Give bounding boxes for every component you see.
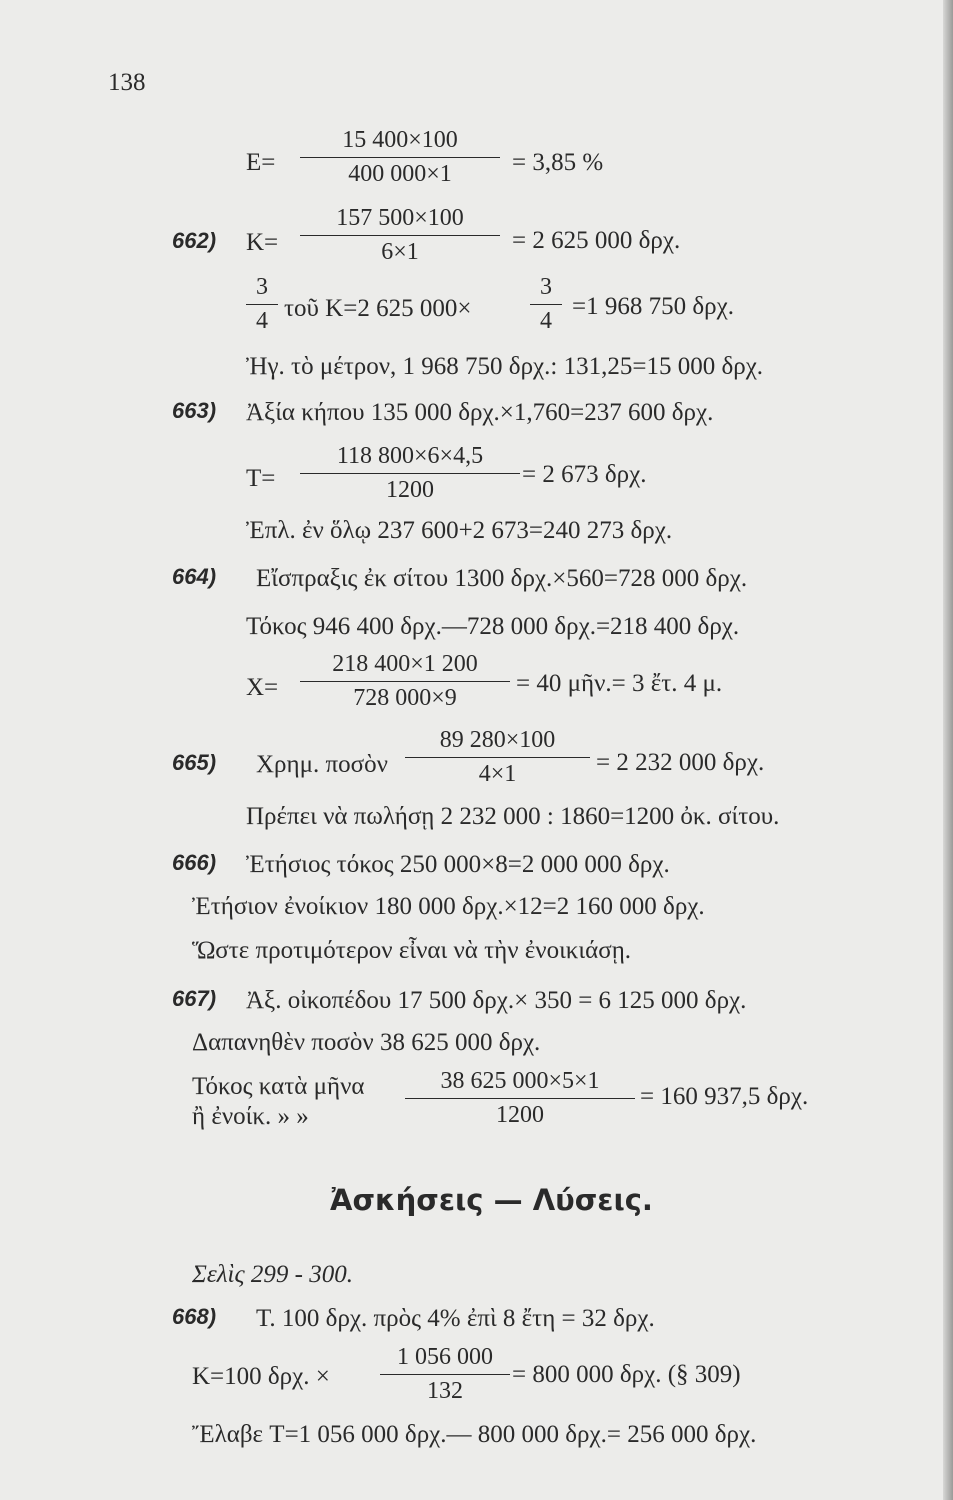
problem-number-662: 662) xyxy=(172,228,217,253)
dapan-line: Δαπανηθὲν ποσὸν 38 625 000 δρχ. xyxy=(192,1029,541,1056)
line-668: T. 100 δρχ. πρὸς 4% ἐπὶ 8 ἔτη = 32 δρχ. xyxy=(256,1305,655,1332)
e-denominator: 400 000×1 xyxy=(348,160,452,187)
result-1968: =1 968 750 δρχ. xyxy=(572,293,734,320)
problem-number-668: 668) xyxy=(172,1304,217,1329)
problem-number-665: 665) xyxy=(172,750,217,775)
line-665: Χρημ. ποσὸν xyxy=(256,751,388,778)
e-numerator: 15 400×100 xyxy=(300,127,500,158)
problem-number-664: 664) xyxy=(172,564,217,589)
three-quarters-numerator-2: 3 xyxy=(530,274,562,305)
three-quarters-numerator: 3 xyxy=(246,274,278,305)
line-667: Ἀξ. οἰκοπέδου 17 500 δρχ.× 350 = 6 125 000 δρχ. xyxy=(246,987,747,1014)
k2-denominator: 132 xyxy=(427,1377,463,1404)
x-denominator: 728 000×9 xyxy=(353,684,457,711)
k2-numerator: 1 056 000 xyxy=(380,1344,510,1375)
t-fraction xyxy=(300,443,520,504)
e-result: = 3,85 % xyxy=(512,149,604,176)
k2-fraction xyxy=(380,1344,510,1405)
tou-k-text: τοῦ K=2 625 000× xyxy=(284,295,472,322)
ch-fraction xyxy=(405,727,590,788)
k-result: = 2 625 000 δρχ. xyxy=(512,227,681,254)
problem-number-667: 667) xyxy=(172,986,217,1011)
x-fraction xyxy=(300,651,510,712)
problem-number-666: 666) xyxy=(172,850,217,875)
etision-line: Ἐτήσιον ἐνοίκιον 180 000 δρχ.×12=2 160 000 δρχ. xyxy=(192,893,705,920)
t-label: T= xyxy=(246,465,276,492)
page-edge-shadow xyxy=(943,0,953,1500)
k-fraction xyxy=(300,205,500,266)
elabe-line: Ἔλαβε T=1 056 000 δρχ.— 800 000 δρχ.= 256 000 δρχ. xyxy=(192,1421,757,1448)
epl-line: Ἐπλ. ἐν ὅλῳ 237 600+2 673=240 273 δρχ. xyxy=(246,517,673,544)
e-label: E= xyxy=(246,149,276,176)
enoik-line: ἢ ἐνοίκ. » » xyxy=(192,1103,309,1130)
t-numerator: 118 800×6×4,5 xyxy=(300,443,520,474)
ch-result: = 2 232 000 δρχ. xyxy=(596,749,765,776)
ch-denominator: 4×1 xyxy=(478,760,517,787)
selis-line: Σελὶς 299 - 300. xyxy=(192,1261,353,1288)
hg-line: Ἠγ. τὸ μέτρον, 1 968 750 δρχ.: 131,25=15 000 δρχ. xyxy=(246,353,764,380)
k-label: K= xyxy=(246,229,279,256)
section-heading: Ἀσκήσεις — Λύσεις. xyxy=(330,1183,653,1217)
three-quarters-fraction-2 xyxy=(530,274,562,335)
problem-number-663: 663) xyxy=(172,398,217,423)
m-fraction xyxy=(405,1068,635,1129)
m-numerator: 38 625 000×5×1 xyxy=(405,1068,635,1099)
ch-numerator: 89 280×100 xyxy=(405,727,590,758)
line-666: Ἐτήσιος τόκος 250 000×8=2 000 000 δρχ. xyxy=(246,851,670,878)
line-663: Ἀξία κήπου 135 000 δρχ.×1,760=237 600 δρχ. xyxy=(246,399,714,426)
three-quarters-fraction xyxy=(246,274,278,335)
m-denominator: 1200 xyxy=(496,1101,544,1128)
k2-result: = 800 000 δρχ. (§ 309) xyxy=(512,1361,741,1388)
e-fraction xyxy=(300,127,500,188)
x-result: = 40 μῆν.= 3 ἔτ. 4 μ. xyxy=(516,670,723,697)
k2-label: K=100 δρχ. × xyxy=(192,1363,330,1390)
oste-line: Ὥστε προτιμότερον εἶναι νὰ τὴν ἐνοικιάσῃ. xyxy=(192,937,632,964)
three-quarters-denominator: 4 xyxy=(256,307,268,334)
t-denominator: 1200 xyxy=(386,476,434,503)
tokos-mina: Τόκος κατὰ μῆνα xyxy=(192,1073,365,1100)
t-result: = 2 673 δρχ. xyxy=(522,461,647,488)
k-denominator: 6×1 xyxy=(381,238,419,265)
line-664: Εἴσπραξις ἐκ σίτου 1300 δρχ.×560=728 000 δρχ. xyxy=(256,565,748,592)
three-quarters-denominator-2: 4 xyxy=(540,307,552,334)
m-result: = 160 937,5 δρχ. xyxy=(640,1083,809,1110)
x-numerator: 218 400×1 200 xyxy=(300,651,510,682)
page-number: 138 xyxy=(108,69,146,96)
tokos-line: Τόκος 946 400 δρχ.—728 000 δρχ.=218 400 δρχ. xyxy=(246,613,740,640)
x-label: X= xyxy=(246,674,279,701)
prepei-line: Πρέπει νὰ πωλήσῃ 2 232 000 : 1860=1200 ὀκ. σίτου. xyxy=(246,803,780,830)
k-numerator: 157 500×100 xyxy=(300,205,500,236)
